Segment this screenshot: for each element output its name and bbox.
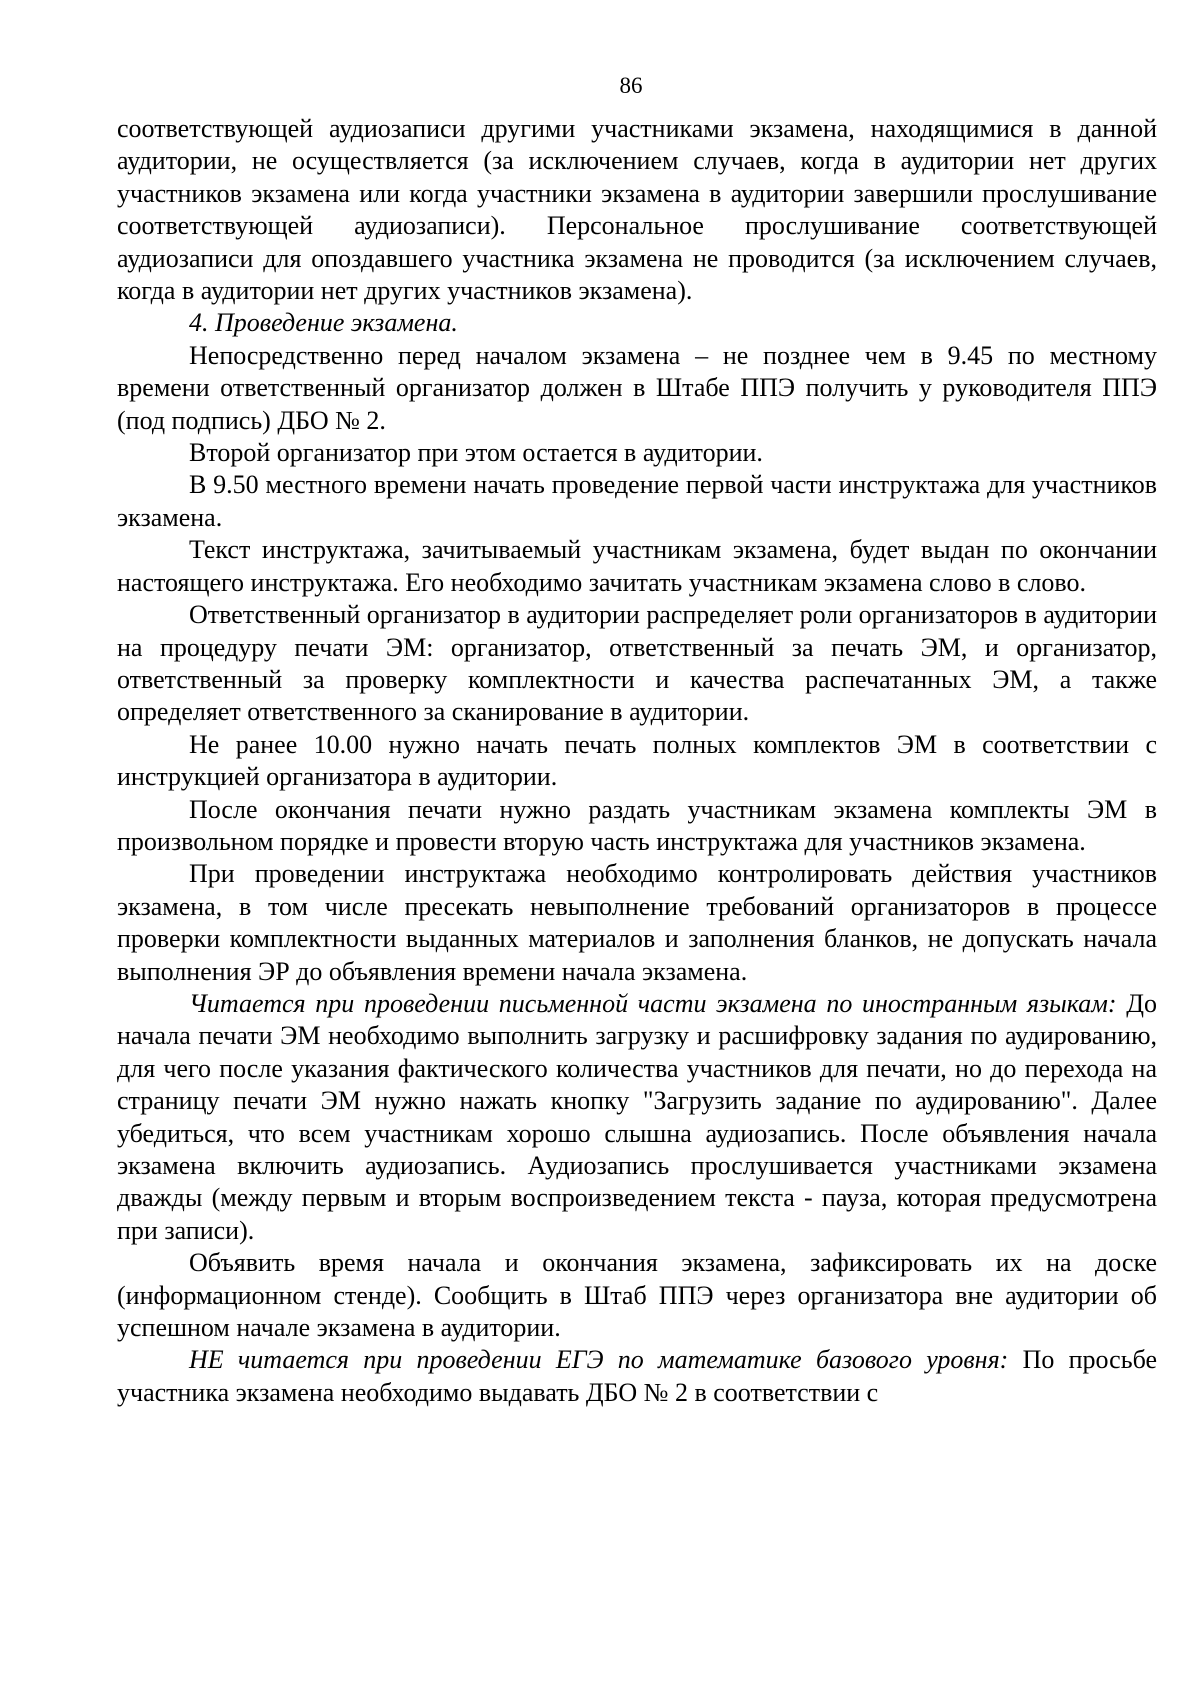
paragraph: [117, 988, 1157, 1247]
paragraph: [117, 469, 1157, 534]
paragraph: [117, 729, 1157, 794]
paragraph-text: Текст инструктажа, зачитываемый участникам экзамена, будет выдан по окончании настоящего инструктажа. Его необходимо зачитать участникам экзамена слово в слово.: [117, 535, 1157, 597]
section-heading: [117, 307, 1157, 339]
paragraph: [117, 1344, 1157, 1409]
section-heading-text: 4. Проведение экзамена.: [189, 308, 458, 338]
paragraph-text: Ответственный организатор в аудитории распределяет роли организаторов в аудитории на процедуру печати ЭМ: организатор, ответственный за печать ЭМ, и организатор, ответственный за проверку комплектности и качества распечатанных ЭМ, а также определяет ответственного за сканирование в аудитории.: [117, 600, 1157, 727]
paragraph: [117, 534, 1157, 599]
italic-lead: НЕ читается при проведении ЕГЭ по математике базового уровня:: [189, 1345, 1009, 1375]
paragraph-text: Второй организатор при этом остается в аудитории.: [189, 438, 763, 468]
paragraph-text: Непосредственно перед началом экзамена – не позднее чем в 9.45 по местному времени ответственный организатор должен в Штабе ППЭ получить у руководителя ППЭ (под подпись) ДБО № 2.: [117, 340, 1157, 435]
italic-lead: Читается при проведении письменной части экзамена по иностранным языкам:: [189, 988, 1117, 1018]
paragraph-text: До начала печати ЭМ необходимо выполнить загрузку и расшифровку задания по аудированию, для чего после указания фактического количества участников для печати, но до перехода на страницу печати ЭМ нужно нажать кнопку "Загрузить задание по аудированию". Далее убедиться, что всем участникам хорошо слышна аудиозапись. После объявления начала экзамена включить аудиозапись. Аудиозапись прослушивается участниками экзамена дважды (между первым и вторым воспроизведением текста - пауза, которая предусмотрена при записи).: [117, 988, 1157, 1245]
paragraph-text: При проведении инструктажа необходимо контролировать действия участников экзамена, в том числе пресекать невыполнение требований организаторов в процессе проверки комплектности выданных материалов и заполнения бланков, не допускать начала выполнения ЭР до объявления времени начала экзамена.: [117, 859, 1157, 986]
paragraph: [117, 1247, 1157, 1344]
page-number: 86: [619, 73, 643, 98]
paragraph-text: Объявить время начала и окончания экзамена, зафиксировать их на доске (информационном стенде). Сообщить в Штаб ППЭ через организатора вне аудитории об успешном начале экзамена в аудитории.: [117, 1248, 1157, 1343]
paragraph: [117, 599, 1157, 729]
document-body: [117, 113, 1157, 1409]
paragraph: [117, 437, 1157, 469]
paragraph-text: По просьбе участника экзамена необходимо выдавать ДБО № 2 в соответствии с: [117, 1345, 1157, 1407]
paragraph-text: В 9.50 местного времени начать проведение первой части инструктажа для участников экзамена.: [117, 470, 1157, 532]
paragraph-text: соответствующей аудиозаписи другими участниками экзамена, находящимися в данной аудитории, не осуществляется (за исключением случаев, когда в аудитории нет других участников экзамена или когда участники экзамена в аудитории завершили прослушивание соответствующей аудиозаписи). Персональное прослушивание соответствующей аудиозаписи для опоздавшего участника экзамена не проводится (за исключением случаев, когда в аудитории нет других участников экзамена).: [117, 114, 1157, 306]
paragraph: [117, 113, 1157, 307]
paragraph-text: После окончания печати нужно раздать участникам экзамена комплекты ЭМ в произвольном порядке и провести вторую часть инструктажа для участников экзамена.: [117, 794, 1157, 856]
paragraph-text: Не ранее 10.00 нужно начать печать полных комплектов ЭМ в соответствии с инструкцией организатора в аудитории.: [117, 729, 1157, 792]
paragraph: [117, 794, 1157, 859]
paragraph: [117, 858, 1157, 988]
paragraph: [117, 340, 1157, 437]
